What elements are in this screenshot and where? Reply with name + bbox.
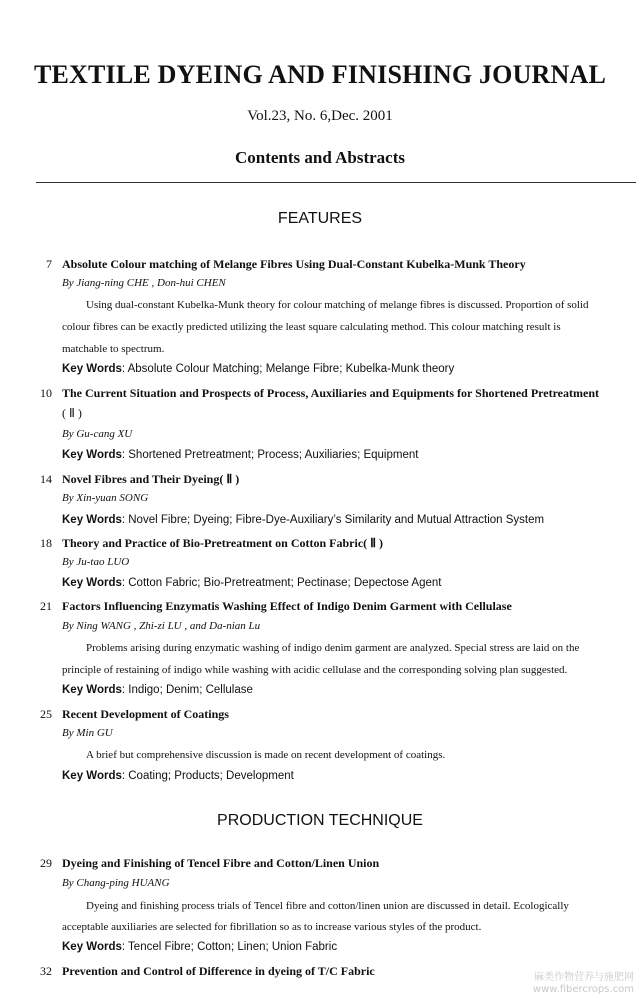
keywords-label: Key Words bbox=[62, 684, 122, 696]
article-page-number: 7 bbox=[46, 257, 52, 271]
article-page-number: 14 bbox=[40, 472, 52, 486]
keywords bbox=[62, 449, 418, 461]
keywords-text: : Cotton Fabric; Bio-Pretreatment; Pectinase; Depectose Agent bbox=[121, 577, 442, 589]
keywords-text: : Coating; Products; Development bbox=[121, 770, 294, 782]
keywords-text: : Tencel Fibre; Cotton; Linen; Union Fabric bbox=[121, 941, 338, 953]
contents-heading: Contents and Abstracts bbox=[234, 148, 406, 167]
article-page-number: 18 bbox=[40, 536, 52, 550]
keywords-label: Key Words bbox=[62, 449, 122, 461]
issue-info: Vol.23, No. 6,Dec. 2001 bbox=[247, 108, 393, 124]
abstract-line: colour fibres can be exactly predicted utilizing the least square calculating method. This colour matching result is bbox=[62, 321, 561, 333]
section-heading-features: FEATURES bbox=[277, 210, 363, 227]
divider bbox=[36, 182, 636, 183]
keywords bbox=[62, 684, 253, 696]
keywords bbox=[62, 770, 294, 782]
article-author: By Ning WANG , Zhi-zi LU , and Da-nian Lu bbox=[62, 620, 261, 632]
article-author: By Chang-ping HUANG bbox=[62, 877, 170, 889]
article-title: The Current Situation and Prospects of Process, Auxiliaries and Equipments for Shortened Pretreatment bbox=[62, 386, 599, 400]
abstract-line: Using dual-constant Kubelka-Munk theory for colour matching of melange fibres is discussed. Proportion of solid bbox=[86, 299, 589, 311]
article-title: Theory and Practice of Bio-Pretreatment on Cotton Fabric( Ⅱ ) bbox=[62, 536, 384, 550]
abstract-line: Dyeing and finishing process trials of Tencel fibre and cotton/linen union are discussed in detail. Ecologically bbox=[86, 900, 569, 912]
article-page-number: 32 bbox=[40, 964, 52, 978]
keywords bbox=[62, 941, 337, 953]
keywords-label: Key Words bbox=[62, 770, 122, 782]
keywords-text: : Novel Fibre; Dyeing; Fibre-Dye-Auxiliary’s Similarity and Mutual Attraction System bbox=[121, 514, 545, 526]
article-author: By Gu-cang XU bbox=[62, 428, 133, 440]
article-title: Dyeing and Finishing of Tencel Fibre and Cotton/Linen Union bbox=[62, 856, 380, 870]
article-page-number: 21 bbox=[40, 599, 52, 613]
article-author: By Min GU bbox=[62, 727, 113, 739]
abstract-line: acceptable auxiliaries are selected for fibrillation so as to increase various styles of the product. bbox=[62, 921, 482, 933]
keywords-label: Key Words bbox=[62, 941, 122, 953]
keywords bbox=[62, 577, 441, 589]
keywords-label: Key Words bbox=[62, 514, 122, 526]
article-title: Novel Fibres and Their Dyeing( Ⅱ ) bbox=[62, 472, 240, 486]
abstract-line: principle of restaining of indigo while washing with acidic cellulase and the corresponding solving plan suggested. bbox=[62, 664, 568, 676]
article-title: Factors Influencing Enzymatis Washing Effect of Indigo Denim Garment with Cellulase bbox=[62, 599, 512, 613]
watermark bbox=[533, 972, 634, 996]
section-heading-production: PRODUCTION TECHNIQUE bbox=[217, 812, 423, 829]
keywords-label: Key Words bbox=[62, 577, 122, 589]
watermark-line: www.fibercrops.com bbox=[532, 984, 634, 995]
keywords bbox=[62, 514, 544, 526]
keywords-text: : Shortened Pretreatment; Process; Auxiliaries; Equipment bbox=[121, 449, 419, 461]
journal-title: TEXTILE DYEING AND FINISHING JOURNAL bbox=[33, 60, 607, 89]
article-page-number: 25 bbox=[40, 707, 52, 721]
abstract-line: matchable to spectrum. bbox=[62, 343, 165, 355]
watermark-line: 麻类作物营养与施肥网 bbox=[534, 972, 634, 983]
abstract-line: A brief but comprehensive discussion is made on recent development of coatings. bbox=[86, 749, 446, 761]
article-page-number: 10 bbox=[40, 386, 52, 400]
article-author: By Xin-yuan SONG bbox=[62, 492, 149, 504]
keywords-text: : Indigo; Denim; Cellulase bbox=[121, 684, 253, 696]
keywords-text: : Absolute Colour Matching; Melange Fibre; Kubelka-Munk theory bbox=[121, 363, 455, 375]
article-title: Recent Development of Coatings bbox=[62, 707, 229, 721]
article-title-continuation: ( Ⅱ ) bbox=[62, 406, 82, 420]
keywords bbox=[62, 363, 454, 375]
article-author: By Jiang-ning CHE , Don-hui CHEN bbox=[62, 277, 226, 289]
article-author: By Ju-tao LUO bbox=[62, 556, 130, 568]
article-title: Prevention and Control of Difference in dyeing of T/C Fabric bbox=[62, 964, 375, 978]
keywords-label: Key Words bbox=[62, 363, 122, 375]
article-title: Absolute Colour matching of Melange Fibres Using Dual-Constant Kubelka-Munk Theory bbox=[62, 257, 526, 271]
abstract-line: Problems arising during enzymatic washing of indigo denim garment are analyzed. Special stress are laid on the bbox=[86, 642, 580, 654]
article-page-number: 29 bbox=[40, 856, 52, 870]
